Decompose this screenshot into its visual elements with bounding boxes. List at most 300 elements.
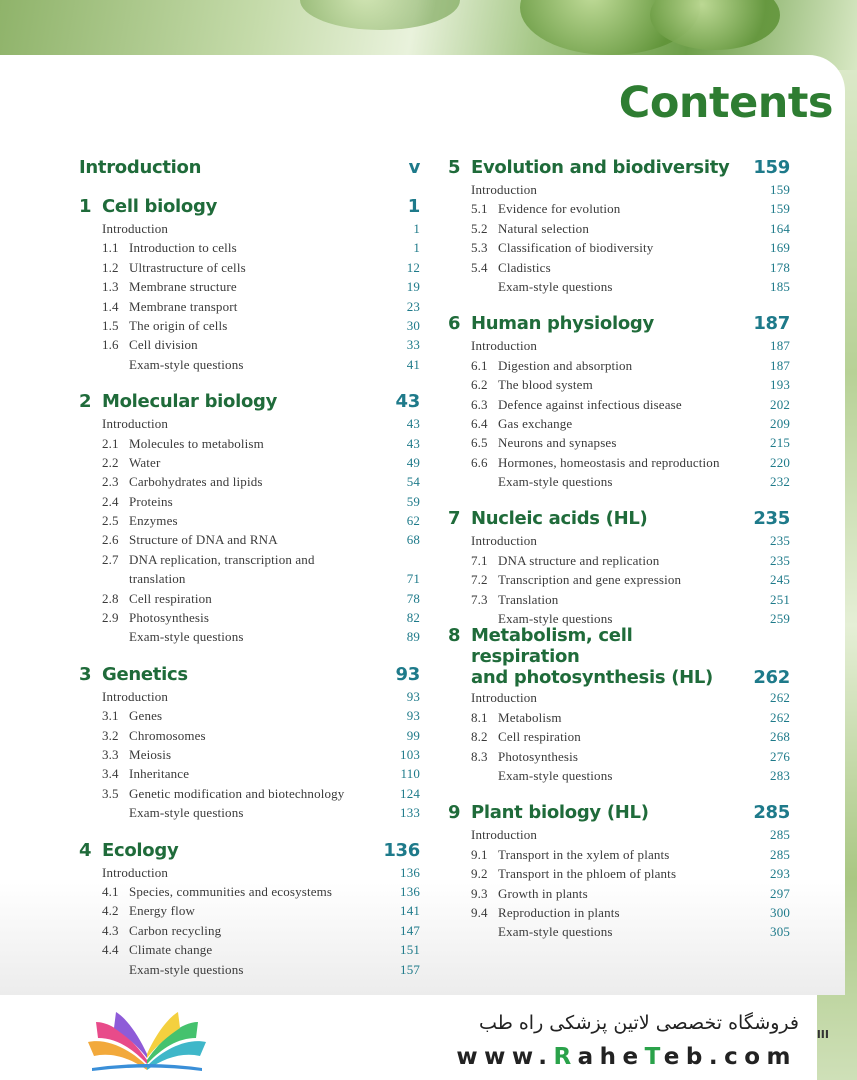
chapter-title — [79, 156, 201, 180]
entry-title-line: Exam-style questions — [498, 278, 613, 294]
toc-entry[interactable] — [79, 297, 420, 316]
chapter-heading[interactable] — [79, 839, 420, 863]
entry-title — [498, 199, 620, 218]
entry-page-number: 245 — [770, 572, 790, 588]
toc-entry[interactable] — [79, 414, 420, 433]
entry-title-line: Ultrastructure of cells — [129, 259, 246, 275]
toc-entry[interactable] — [448, 570, 790, 589]
toc-entry[interactable] — [79, 745, 420, 764]
page-title: Contents — [618, 78, 833, 128]
entry-title — [129, 764, 189, 783]
toc-entry[interactable] — [79, 863, 420, 882]
toc-entry[interactable] — [79, 726, 420, 745]
entry-title-line: Introduction to cells — [129, 240, 237, 256]
toc-entry[interactable] — [448, 472, 790, 491]
toc-entry[interactable] — [79, 764, 420, 783]
entry-title — [129, 530, 278, 549]
entry-title — [129, 921, 221, 940]
chapter-title-group — [79, 663, 188, 687]
entry-page-number: 159 — [770, 182, 790, 197]
section-number: 3.4 — [102, 766, 119, 782]
toc-chapter — [448, 625, 790, 785]
entry-title-line: Genetic modification and biotechnology — [129, 785, 345, 801]
chapter-heading[interactable] — [448, 156, 790, 180]
entry-label-group — [471, 864, 676, 883]
entry-title-line: Metabolism — [498, 709, 562, 725]
toc-entry[interactable] — [448, 258, 790, 277]
toc-entry[interactable] — [448, 590, 790, 609]
entry-page-number: 285 — [770, 827, 790, 843]
entry-label-group — [471, 551, 659, 570]
entry-title — [129, 434, 264, 453]
chapter-number: 3 — [79, 663, 92, 685]
entry-title — [129, 784, 344, 803]
entry-title — [471, 825, 537, 844]
section-number: 9.4 — [471, 904, 488, 920]
toc-chapter — [79, 663, 420, 823]
chapter-title-group — [448, 312, 654, 336]
section-number: 3.2 — [102, 727, 119, 743]
chapter-page-number: 159 — [753, 157, 790, 178]
entry-title — [129, 726, 206, 745]
entry-label-group — [102, 726, 206, 745]
entry-page-number: 276 — [770, 748, 790, 764]
chapter-title-group — [448, 156, 729, 180]
toc-entry[interactable] — [79, 589, 420, 608]
entry-page-number: 43 — [406, 435, 420, 451]
entry-label-group — [102, 453, 160, 472]
entry-title — [498, 708, 562, 727]
chapter-heading[interactable] — [79, 156, 420, 180]
entry-title — [498, 375, 593, 394]
entry-title-line: Molecules to metabolism — [129, 435, 264, 451]
entry-title-line: Transport in the xylem of plants — [498, 846, 670, 862]
entry-title-line: Membrane transport — [129, 298, 238, 314]
chapter-heading[interactable] — [79, 390, 420, 414]
entry-title-line: Exam-style questions — [129, 356, 244, 372]
entry-label-group — [471, 845, 670, 864]
toc-entry[interactable] — [79, 511, 420, 530]
entry-label-group — [102, 472, 263, 491]
entry-label-group — [102, 219, 168, 238]
entry-title — [102, 863, 168, 882]
toc-entry[interactable] — [448, 336, 790, 355]
entry-title — [471, 531, 537, 550]
store-name: فروشگاه تخصصی لاتین پزشکی راه طب — [479, 1012, 799, 1034]
toc-entry[interactable] — [79, 472, 420, 491]
toc-entry[interactable] — [79, 238, 420, 257]
entry-label-group — [102, 492, 173, 511]
section-number: 2.2 — [102, 454, 119, 470]
chapter-number: 2 — [79, 391, 92, 413]
section-number: 6.1 — [471, 357, 488, 373]
entry-label-group — [102, 434, 264, 453]
entry-title — [129, 277, 237, 296]
entry-label-group — [471, 199, 620, 218]
toc-entry[interactable] — [448, 922, 790, 941]
entry-page-number: 259 — [770, 611, 790, 627]
url-part: ahe — [577, 1044, 645, 1070]
entry-title — [129, 258, 246, 277]
entry-title-line: Introduction — [471, 827, 538, 843]
toc-chapter — [79, 390, 420, 647]
entry-label-group — [102, 258, 246, 277]
toc-entry[interactable] — [448, 845, 790, 864]
entry-page-number: 235 — [770, 552, 790, 568]
section-number: 6.6 — [471, 454, 488, 470]
entry-title — [129, 960, 244, 979]
entry-title — [129, 940, 212, 959]
banner-cell-shape — [300, 0, 460, 30]
chapter-heading[interactable] — [448, 625, 790, 689]
toc-entry[interactable] — [448, 903, 790, 922]
entry-title — [129, 627, 244, 646]
entry-title-line: Exam-style questions — [498, 767, 613, 783]
toc-entry[interactable] — [79, 706, 420, 725]
entry-title-line: Classification of biodiversity — [498, 240, 654, 256]
entry-title — [498, 414, 572, 433]
toc-entry[interactable] — [448, 688, 790, 707]
entry-page-number: 49 — [406, 454, 420, 470]
chapter-title-group — [79, 390, 277, 414]
entry-label-group — [471, 453, 720, 472]
entry-page-number: 159 — [770, 201, 790, 217]
entry-title-line: Membrane structure — [129, 279, 237, 295]
entry-title-line: Introduction — [471, 182, 538, 197]
toc-entry[interactable] — [79, 882, 420, 901]
entry-page-number: 169 — [770, 240, 790, 256]
entry-label-group — [102, 803, 244, 822]
entry-title — [498, 884, 588, 903]
store-url[interactable] — [456, 1044, 797, 1070]
entry-label-group — [471, 395, 682, 414]
url-part: www. — [456, 1044, 554, 1070]
toc-entry[interactable] — [448, 825, 790, 844]
chapter-number: 9 — [448, 802, 461, 824]
entry-label-group — [471, 277, 613, 296]
toc-entry[interactable] — [79, 258, 420, 277]
entry-title-line: Exam-style questions — [129, 629, 244, 645]
toc-entry[interactable] — [448, 414, 790, 433]
entry-title-line: DNA structure and replication — [498, 552, 660, 568]
section-number: 6.4 — [471, 415, 488, 431]
entry-label-group — [102, 589, 212, 608]
entry-label-group — [102, 940, 212, 959]
entry-page-number: 268 — [770, 729, 790, 745]
entry-title-line: Cell respiration — [498, 729, 581, 745]
chapter-heading[interactable] — [448, 801, 790, 825]
toc-entry[interactable] — [448, 864, 790, 883]
entry-label-group — [471, 727, 581, 746]
toc-entry[interactable] — [448, 453, 790, 472]
entry-page-number: 1 — [413, 240, 420, 256]
toc-entry[interactable] — [79, 960, 420, 979]
entry-title-line: Introduction — [102, 221, 169, 236]
section-number: 7.1 — [471, 552, 488, 568]
entry-title-line: Evidence for evolution — [498, 201, 621, 217]
section-number: 1.1 — [102, 240, 119, 256]
chapter-title-line: Nucleic acids (HL) — [471, 508, 648, 530]
entry-title-line: Transport in the phloem of plants — [498, 866, 677, 882]
toc-left-column — [79, 156, 420, 995]
toc-entry[interactable] — [448, 238, 790, 257]
entry-label-group — [471, 375, 593, 394]
section-number: 9.2 — [471, 866, 488, 882]
toc-entry[interactable] — [448, 395, 790, 414]
entry-title-line: translation — [129, 571, 186, 587]
entry-page-number: 89 — [406, 629, 420, 645]
chapter-title — [471, 625, 741, 688]
chapter-number: 7 — [448, 508, 461, 530]
entry-title-line: Translation — [498, 591, 559, 607]
section-number: 1.4 — [102, 298, 119, 314]
entry-label-group — [102, 355, 244, 374]
entry-title — [129, 492, 173, 511]
chapter-title-line: and photosynthesis (HL) — [471, 667, 713, 689]
chapter-title — [102, 839, 178, 863]
entry-title-line: Photosynthesis — [498, 748, 579, 764]
entry-label-group — [471, 414, 572, 433]
entry-page-number: 99 — [406, 727, 420, 743]
section-number: 2.6 — [102, 532, 119, 548]
chapter-title — [102, 390, 277, 414]
entry-label-group — [102, 297, 237, 316]
toc-chapter — [448, 156, 790, 296]
section-number: 6.5 — [471, 435, 488, 451]
entry-page-number: 19 — [406, 279, 420, 295]
entry-page-number: 293 — [770, 866, 790, 882]
toc-entry[interactable] — [448, 199, 790, 218]
entry-page-number: 78 — [406, 590, 420, 606]
chapter-page-number: 187 — [753, 313, 790, 335]
entry-title — [498, 472, 613, 491]
toc-entry[interactable] — [79, 921, 420, 940]
entry-title — [498, 258, 551, 277]
entry-title — [498, 395, 682, 414]
section-number: 1.5 — [102, 317, 119, 333]
entry-page-number: 93 — [406, 688, 420, 704]
entry-label-group — [102, 687, 168, 706]
section-number: 2.8 — [102, 590, 119, 606]
section-number: 3.3 — [102, 747, 119, 762]
entry-label-group — [471, 825, 537, 844]
chapter-title-line: Introduction — [79, 157, 202, 178]
entry-label-group — [471, 180, 537, 199]
section-number: 3.1 — [102, 708, 119, 724]
entry-title-line: Exam-style questions — [498, 611, 613, 627]
entry-title — [498, 433, 617, 452]
section-number: 5.4 — [471, 259, 488, 275]
toc-entry[interactable] — [448, 180, 790, 199]
entry-title — [129, 453, 160, 472]
chapter-title-group — [79, 156, 201, 180]
toc-entry[interactable] — [79, 530, 420, 549]
entry-page-number: 202 — [770, 396, 790, 412]
entry-page-number: 136 — [400, 883, 420, 899]
section-number: 7.3 — [471, 591, 488, 607]
chapter-page-number: 285 — [753, 802, 790, 824]
toc-entry[interactable] — [79, 492, 420, 511]
toc-entry[interactable] — [79, 940, 420, 959]
toc-entry[interactable] — [79, 608, 420, 627]
entry-title — [498, 845, 670, 864]
toc-entry[interactable] — [79, 335, 420, 354]
entry-title — [129, 608, 209, 627]
entry-label-group — [471, 766, 613, 785]
entry-page-number: 147 — [400, 922, 420, 938]
entry-label-group — [471, 903, 620, 922]
entry-title — [129, 901, 195, 920]
entry-page-number: 62 — [406, 513, 420, 529]
toc-entry[interactable] — [448, 766, 790, 785]
entry-title — [102, 687, 168, 706]
entry-label-group — [471, 356, 632, 375]
section-number: 5.3 — [471, 240, 488, 256]
entry-title — [129, 297, 237, 316]
chapter-page-number: 136 — [383, 839, 420, 861]
entry-title — [498, 238, 653, 257]
entry-label-group — [102, 882, 332, 901]
entry-title — [129, 472, 263, 491]
entry-title-line: Gas exchange — [498, 415, 573, 431]
chapter-title-group — [448, 625, 741, 688]
toc-entry[interactable] — [448, 727, 790, 746]
chapter-heading[interactable] — [79, 195, 420, 219]
section-number: 4.3 — [102, 922, 119, 938]
toc-entry[interactable] — [448, 356, 790, 375]
toc-entry[interactable] — [448, 551, 790, 570]
toc-entry[interactable] — [79, 803, 420, 822]
entry-page-number: 297 — [770, 885, 790, 901]
section-number: 2.4 — [102, 493, 119, 509]
entry-label-group — [102, 960, 244, 979]
entry-title-line: Exam-style questions — [498, 924, 613, 940]
entry-page-number: 136 — [400, 864, 420, 880]
entry-page-number: 235 — [770, 533, 790, 549]
entry-page-number: 251 — [770, 591, 790, 607]
toc-chapter — [79, 156, 420, 180]
chapter-number: 6 — [448, 313, 461, 335]
entry-title-line: Inheritance — [129, 766, 190, 782]
toc-entry[interactable] — [448, 531, 790, 550]
entry-title — [129, 550, 379, 589]
entry-page-number: 103 — [400, 747, 420, 762]
toc-entry[interactable] — [448, 219, 790, 238]
entry-label-group — [102, 316, 228, 335]
entry-title — [102, 219, 168, 238]
toc-entry[interactable] — [79, 901, 420, 920]
entry-page-number: 33 — [406, 337, 420, 353]
entry-title — [498, 570, 681, 589]
section-number: 1.3 — [102, 279, 119, 295]
page-number: III — [816, 1028, 829, 1041]
entry-page-number: 151 — [400, 942, 420, 958]
entry-page-number: 300 — [770, 904, 790, 920]
entry-title — [129, 335, 198, 354]
entry-label-group — [471, 884, 588, 903]
chapter-title — [471, 801, 649, 825]
toc-entry[interactable] — [79, 453, 420, 472]
toc-entry[interactable] — [448, 375, 790, 394]
toc-entry[interactable] — [79, 550, 420, 589]
toc-entry[interactable] — [448, 277, 790, 296]
entry-title — [129, 355, 244, 374]
entry-page-number: 193 — [770, 377, 790, 393]
chapter-heading[interactable] — [448, 507, 790, 531]
entry-title-line: Structure of DNA and RNA — [129, 532, 278, 548]
entry-label-group — [471, 336, 537, 355]
entry-title — [129, 745, 171, 764]
entry-title — [498, 219, 589, 238]
toc-entry[interactable] — [79, 219, 420, 238]
entry-page-number: 43 — [406, 416, 420, 432]
chapter-title-line: Molecular biology — [102, 391, 278, 413]
entry-title — [129, 803, 244, 822]
entry-label-group — [471, 531, 537, 550]
entry-title-line: Digestion and absorption — [498, 357, 633, 373]
entry-title — [471, 688, 537, 707]
entry-label-group — [471, 747, 578, 766]
entry-label-group — [102, 921, 221, 940]
toc-entry[interactable] — [79, 627, 420, 646]
toc-chapter — [448, 312, 790, 491]
chapter-title-group — [79, 839, 178, 863]
section-number: 2.1 — [102, 435, 119, 451]
entry-page-number: 93 — [406, 708, 420, 724]
chapter-title — [471, 156, 729, 180]
entry-page-number: 185 — [770, 278, 790, 294]
entry-title — [498, 277, 613, 296]
toc-chapter — [79, 195, 420, 374]
entry-page-number: 262 — [770, 690, 790, 706]
entry-page-number: 12 — [406, 259, 420, 275]
chapter-title — [471, 507, 647, 531]
chapter-heading[interactable] — [79, 663, 420, 687]
entry-title-line: Climate change — [129, 942, 213, 958]
chapter-title — [102, 195, 217, 219]
entry-title-line: Proteins — [129, 493, 173, 509]
entry-label-group — [102, 706, 162, 725]
toc-entry[interactable] — [448, 747, 790, 766]
entry-label-group — [102, 764, 189, 783]
entry-title-line: Natural selection — [498, 220, 589, 236]
entry-title — [129, 511, 178, 530]
entry-title-line: Introduction — [102, 688, 169, 704]
toc-entry[interactable] — [79, 784, 420, 803]
section-number: 5.1 — [471, 201, 488, 217]
entry-page-number: 1 — [413, 221, 420, 236]
entry-title-line: Meiosis — [129, 747, 172, 762]
section-number: 6.3 — [471, 396, 488, 412]
toc-entry[interactable] — [79, 355, 420, 374]
toc-entry[interactable] — [79, 277, 420, 296]
entry-title-line: Photosynthesis — [129, 610, 210, 626]
entry-title-line: Energy flow — [129, 903, 196, 919]
toc-entry[interactable] — [448, 708, 790, 727]
section-number: 3.5 — [102, 785, 119, 801]
entry-label-group — [102, 784, 344, 803]
entry-label-group — [102, 550, 379, 589]
toc-entry[interactable] — [448, 433, 790, 452]
toc-entry[interactable] — [79, 316, 420, 335]
chapter-title-group — [79, 195, 217, 219]
chapter-heading[interactable] — [448, 312, 790, 336]
chapter-page-number: 235 — [753, 508, 790, 530]
chapter-title — [471, 312, 654, 336]
toc-entry[interactable] — [448, 884, 790, 903]
toc-entry[interactable] — [79, 434, 420, 453]
toc-entry[interactable] — [79, 687, 420, 706]
